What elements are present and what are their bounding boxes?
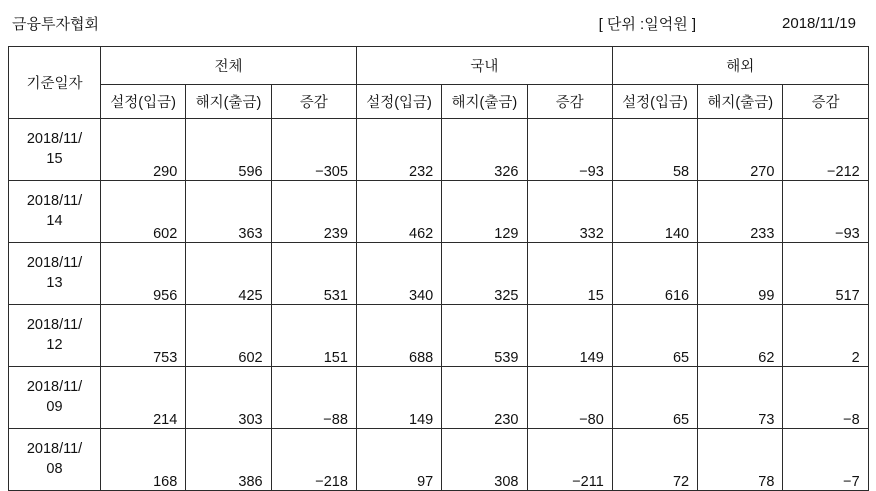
subheader-overseas-inflow: 설정(입금): [612, 85, 697, 119]
table-head: [9, 47, 869, 119]
row-date-line1: 2018/11/: [26, 192, 83, 209]
cell-total-outflow: 363: [186, 181, 271, 243]
row-date-line2: 08: [46, 460, 63, 477]
cell-domestic-inflow: 149: [356, 367, 441, 429]
cell-total-inflow: 956: [101, 243, 186, 305]
cell-domestic-inflow: 340: [356, 243, 441, 305]
table-row: [9, 305, 869, 367]
cell-total-change: −305: [271, 119, 356, 181]
table-row: [9, 429, 869, 491]
row-date-line1: 2018/11/: [26, 378, 83, 395]
subheader-domestic-inflow: 설정(입금): [356, 85, 441, 119]
row-date-line2: 14: [46, 212, 63, 229]
row-date-line2: 09: [46, 398, 63, 415]
table-row: [9, 181, 869, 243]
group-header-domestic: 국내: [356, 47, 612, 85]
row-date: [9, 181, 101, 243]
cell-overseas-outflow: 73: [698, 367, 783, 429]
unit-note: [ 단위 :일억원 ]: [598, 15, 697, 33]
group-header-overseas: 해외: [612, 47, 868, 85]
fund-flow-table: [8, 46, 869, 491]
table-row: [9, 119, 869, 181]
subheader-total-outflow: 해지(출금): [186, 85, 271, 119]
cell-total-change: 531: [271, 243, 356, 305]
row-date: [9, 367, 101, 429]
table-row: [9, 243, 869, 305]
group-header-row: [9, 47, 869, 85]
group-header-total: 전체: [101, 47, 357, 85]
row-date: [9, 429, 101, 491]
cell-domestic-inflow: 688: [356, 305, 441, 367]
cell-total-change: 239: [271, 181, 356, 243]
cell-domestic-inflow: 97: [356, 429, 441, 491]
cell-domestic-change: −80: [527, 367, 612, 429]
cell-total-outflow: 596: [186, 119, 271, 181]
cell-total-outflow: 303: [186, 367, 271, 429]
cell-overseas-outflow: 233: [698, 181, 783, 243]
cell-overseas-change: −212: [783, 119, 868, 181]
row-date-line1: 2018/11/: [26, 316, 83, 333]
cell-domestic-change: 149: [527, 305, 612, 367]
column-header-date: 기준일자: [9, 47, 101, 119]
cell-domestic-outflow: 129: [442, 181, 527, 243]
row-date-line2: 12: [46, 336, 63, 353]
row-date: [9, 305, 101, 367]
cell-total-inflow: 290: [101, 119, 186, 181]
cell-total-change: −218: [271, 429, 356, 491]
organization-name: 금융투자협회: [12, 15, 99, 33]
row-date-line2: 15: [46, 150, 63, 167]
cell-overseas-outflow: 99: [698, 243, 783, 305]
table-row: [9, 367, 869, 429]
cell-domestic-outflow: 325: [442, 243, 527, 305]
cell-overseas-inflow: 65: [612, 305, 697, 367]
cell-overseas-outflow: 270: [698, 119, 783, 181]
subheader-domestic-change: 증감: [527, 85, 612, 119]
subheader-domestic-outflow: 해지(출금): [442, 85, 527, 119]
cell-overseas-change: −7: [783, 429, 868, 491]
cell-domestic-change: 332: [527, 181, 612, 243]
cell-domestic-inflow: 232: [356, 119, 441, 181]
cell-overseas-inflow: 65: [612, 367, 697, 429]
cell-total-change: 151: [271, 305, 356, 367]
cell-overseas-change: −8: [783, 367, 868, 429]
cell-overseas-inflow: 616: [612, 243, 697, 305]
page-header: [8, 0, 868, 46]
cell-total-outflow: 425: [186, 243, 271, 305]
cell-domestic-change: 15: [527, 243, 612, 305]
cell-total-outflow: 602: [186, 305, 271, 367]
subheader-overseas-outflow: 해지(출금): [698, 85, 783, 119]
cell-domestic-inflow: 462: [356, 181, 441, 243]
cell-overseas-change: 517: [783, 243, 868, 305]
cell-overseas-inflow: 72: [612, 429, 697, 491]
cell-domestic-change: −211: [527, 429, 612, 491]
row-date-line1: 2018/11/: [26, 254, 83, 271]
sub-header-row: [9, 85, 869, 119]
cell-total-inflow: 168: [101, 429, 186, 491]
subheader-overseas-change: 증감: [783, 85, 868, 119]
cell-total-outflow: 386: [186, 429, 271, 491]
cell-overseas-change: −93: [783, 181, 868, 243]
cell-domestic-outflow: 326: [442, 119, 527, 181]
cell-total-inflow: 602: [101, 181, 186, 243]
subheader-total-inflow: 설정(입금): [101, 85, 186, 119]
cell-domestic-outflow: 230: [442, 367, 527, 429]
subheader-total-change: 증감: [271, 85, 356, 119]
cell-overseas-inflow: 58: [612, 119, 697, 181]
row-date: [9, 119, 101, 181]
row-date-line1: 2018/11/: [26, 130, 83, 147]
report-date: 2018/11/19: [782, 14, 856, 32]
row-date-line2: 13: [46, 274, 63, 291]
cell-domestic-change: −93: [527, 119, 612, 181]
cell-total-inflow: 214: [101, 367, 186, 429]
cell-total-change: −88: [271, 367, 356, 429]
cell-overseas-outflow: 62: [698, 305, 783, 367]
cell-domestic-outflow: 539: [442, 305, 527, 367]
cell-domestic-outflow: 308: [442, 429, 527, 491]
cell-total-inflow: 753: [101, 305, 186, 367]
row-date: [9, 243, 101, 305]
cell-overseas-inflow: 140: [612, 181, 697, 243]
row-date-line1: 2018/11/: [26, 440, 83, 457]
cell-overseas-outflow: 78: [698, 429, 783, 491]
cell-overseas-change: 2: [783, 305, 868, 367]
table-body: [9, 119, 869, 491]
